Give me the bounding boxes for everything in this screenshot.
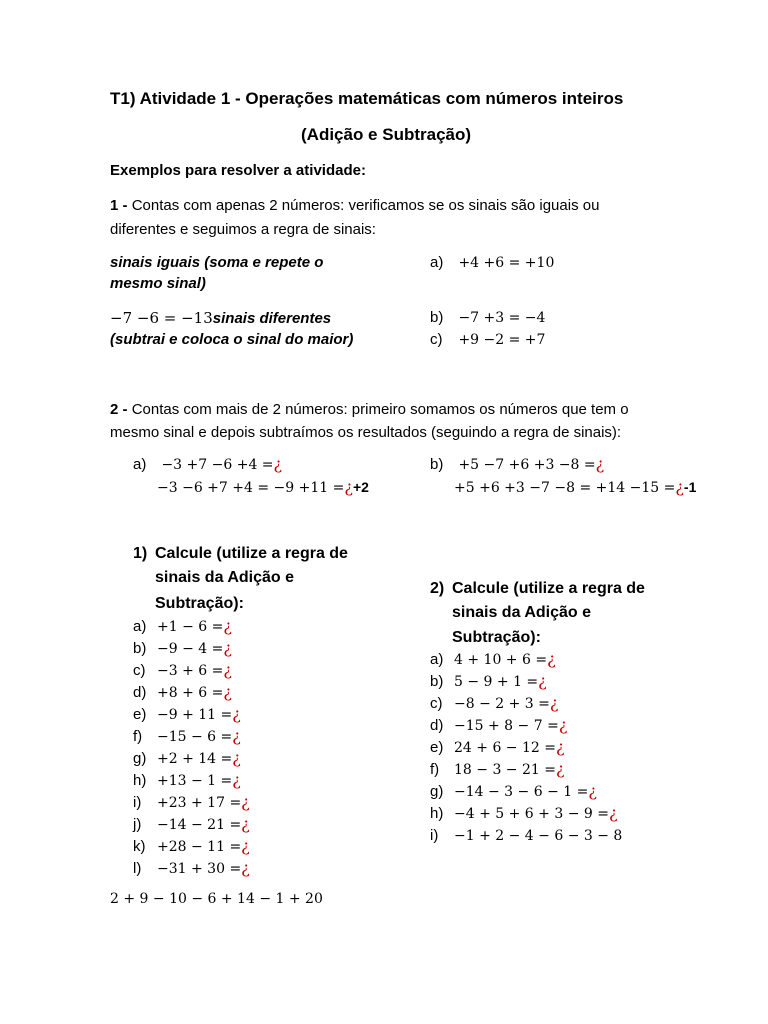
question-mark: ¿: [547, 649, 556, 668]
example2-b-expr2: +5 +6 +3 −7 −8 = +14 −15 =: [454, 480, 676, 496]
item-expr: −3 + 6 =: [157, 663, 224, 679]
item-expr: −9 − 4 =: [157, 641, 224, 657]
item-label: a): [430, 651, 444, 668]
exercise1-list: [133, 615, 250, 879]
list-item: [133, 791, 250, 813]
item-expr: −15 − 6 =: [157, 729, 233, 745]
same-signs-1: sinais iguais (soma e repete o: [110, 254, 324, 271]
question-mark: ¿: [555, 737, 565, 756]
item-label: c): [430, 695, 443, 712]
item-expr: 5 − 9 + 1 =: [454, 674, 539, 690]
item-expr: −31 + 30 =: [157, 861, 242, 877]
item-expr: +8 + 6 =: [157, 685, 224, 701]
item-label: f): [133, 728, 143, 745]
item-label: h): [133, 772, 147, 789]
exercise1-heading-1: [133, 542, 348, 566]
item-label: e): [430, 739, 444, 756]
item-label: c): [133, 662, 146, 679]
list-item: [133, 725, 250, 747]
question-mark: ¿: [241, 858, 250, 877]
rule1-number: 1 -: [110, 197, 128, 214]
question-mark: ¿: [223, 682, 232, 701]
example-b: [430, 307, 545, 329]
item-label: k): [133, 838, 146, 855]
question-mark: ¿: [344, 477, 353, 496]
example-c-label: c): [430, 331, 443, 348]
item-label: i): [430, 827, 439, 844]
diff-signs-2: (subtrai e coloca o sinal do maior): [110, 331, 354, 348]
item-label: d): [430, 717, 444, 734]
list-item: [430, 780, 622, 802]
question-mark: ¿: [608, 803, 618, 822]
list-item: [133, 835, 250, 857]
item-label: j): [133, 816, 142, 833]
example-a-expr: +4 +6 = +10: [458, 255, 555, 271]
item-label: g): [430, 783, 444, 800]
example2-a-expr2: −3 −6 +7 +4 = −9 +11 =: [157, 480, 345, 496]
item-label: b): [430, 673, 444, 690]
example2-a-label: a): [133, 456, 147, 473]
list-item: [133, 703, 250, 725]
exercise1-heading-text: Calcule (utilize a regra de: [155, 545, 348, 562]
item-label: g): [133, 750, 147, 767]
exercise2-heading-text: Calcule (utilize a regra de: [452, 580, 645, 597]
list-item: [133, 615, 250, 637]
question-mark: ¿: [595, 454, 605, 473]
list-item: [133, 659, 250, 681]
item-label: b): [133, 640, 147, 657]
list-item: [133, 637, 250, 659]
exercise2-number: 2): [430, 580, 445, 597]
exercise1-heading-3: Subtração):: [155, 595, 244, 612]
example-c: [430, 329, 545, 351]
item-expr: 18 − 3 − 21 =: [454, 762, 556, 778]
example2-b-label: b): [430, 456, 444, 473]
item-label: i): [133, 794, 142, 811]
item-expr: +28 − 11 =: [157, 839, 242, 855]
question-mark: ¿: [549, 693, 559, 712]
question-mark: ¿: [558, 715, 568, 734]
item-expr: −14 − 3 − 6 − 1 =: [454, 784, 589, 800]
item-expr: +1 − 6 =: [157, 619, 224, 635]
list-item: [430, 802, 622, 824]
item-expr: −9 + 11 =: [157, 707, 233, 723]
list-item: [430, 670, 622, 692]
list-item: [430, 648, 622, 670]
diff-signs-1: sinais diferentes: [212, 310, 332, 327]
list-item: [133, 769, 250, 791]
question-mark: ¿: [232, 726, 241, 745]
item-expr: −14 − 21 =: [157, 817, 242, 833]
exercise2-heading-1: [430, 577, 645, 601]
list-item: [133, 747, 250, 769]
example-a: [430, 252, 554, 274]
footer-expression: 2 + 9 − 10 − 6 + 14 − 1 + 20: [110, 891, 323, 907]
item-label: a): [133, 618, 147, 635]
example2-a-result: +2: [352, 479, 369, 495]
rule1-line1: [110, 194, 599, 218]
example2-b-expr1: +5 −7 +6 +3 −8 =: [458, 457, 596, 473]
item-expr: −1 + 2 − 4 − 6 − 3 − 8: [454, 828, 623, 844]
question-mark: ¿: [273, 454, 283, 473]
rule2-text: Contas com mais de 2 números: primeiro somamos os números que tem o: [131, 401, 629, 418]
question-mark: ¿: [223, 616, 232, 635]
question-mark: ¿: [538, 671, 547, 690]
question-mark: ¿: [675, 477, 684, 496]
rule2-line1: [110, 398, 629, 422]
list-item: [133, 681, 250, 703]
item-label: f): [430, 761, 440, 778]
example2-b-result: -1: [683, 479, 697, 495]
question-mark: ¿: [241, 836, 250, 855]
same-signs-2: mesmo sinal): [110, 275, 206, 292]
example2-b-line1: [430, 453, 604, 475]
item-expr: +13 − 1 =: [157, 773, 233, 789]
item-expr: +23 + 17 =: [157, 795, 242, 811]
question-mark: ¿: [555, 759, 565, 778]
item-expr: −4 + 5 + 6 + 3 − 9 =: [454, 806, 609, 822]
item-expr: 24 + 6 − 12 =: [454, 740, 556, 756]
list-item: [430, 736, 622, 758]
example2-a-line1: [133, 453, 282, 475]
exercise2-list: [430, 648, 622, 846]
diff-example: −7 −6 = −13: [110, 309, 213, 327]
rule2-number: 2 -: [110, 401, 128, 418]
item-label: e): [133, 706, 147, 723]
item-expr: +2 + 14 =: [157, 751, 233, 767]
examples-heading: Exemplos para resolver a atividade:: [110, 162, 366, 179]
question-mark: ¿: [232, 748, 241, 767]
item-label: h): [430, 805, 444, 822]
example2-a-line2: [157, 476, 369, 498]
list-item: [430, 758, 622, 780]
list-item: [430, 692, 622, 714]
list-item: [430, 824, 622, 846]
example-a-label: a): [430, 254, 444, 271]
question-mark: ¿: [232, 704, 241, 723]
example-b-label: b): [430, 309, 444, 326]
page-title: T1) Atividade 1 - Operações matemáticas com números inteiros: [110, 89, 624, 108]
rule1-line2: diferentes e seguimos a regra de sinais:: [110, 221, 376, 238]
question-mark: ¿: [223, 638, 232, 657]
question-mark: ¿: [241, 814, 250, 833]
exercise2-heading-2: sinais da Adição e: [452, 604, 592, 621]
example-c-expr: +9 −2 = +7: [458, 332, 546, 348]
item-expr: −15 + 8 − 7 =: [454, 718, 559, 734]
example2-b-line2: [454, 476, 696, 498]
list-item: [133, 857, 250, 879]
example2-a-expr1: −3 +7 −6 +4 =: [161, 457, 274, 473]
item-expr: −8 − 2 + 3 =: [454, 696, 550, 712]
list-item: [133, 813, 250, 835]
question-mark: ¿: [588, 781, 597, 800]
question-mark: ¿: [223, 660, 232, 679]
item-expr: 4 + 10 + 6 =: [454, 652, 548, 668]
rule1-text: Contas com apenas 2 números: verificamos se os sinais são iguais ou: [131, 197, 600, 214]
rule2-line2: mesmo sinal e depois subtraímos os resultados (seguindo a regra de sinais):: [110, 424, 622, 441]
list-item: [430, 714, 622, 736]
example-b-expr: −7 +3 = −4: [458, 310, 546, 326]
question-mark: ¿: [241, 792, 250, 811]
question-mark: ¿: [232, 770, 241, 789]
exercise1-heading-2: sinais da Adição e: [155, 569, 295, 586]
item-label: d): [133, 684, 147, 701]
item-label: l): [133, 860, 142, 877]
exercise2-heading-3: Subtração):: [452, 629, 541, 646]
exercise1-number: 1): [133, 545, 148, 562]
diff-signs-line1: [110, 307, 331, 330]
page-subtitle: (Adição e Subtração): [301, 125, 472, 144]
